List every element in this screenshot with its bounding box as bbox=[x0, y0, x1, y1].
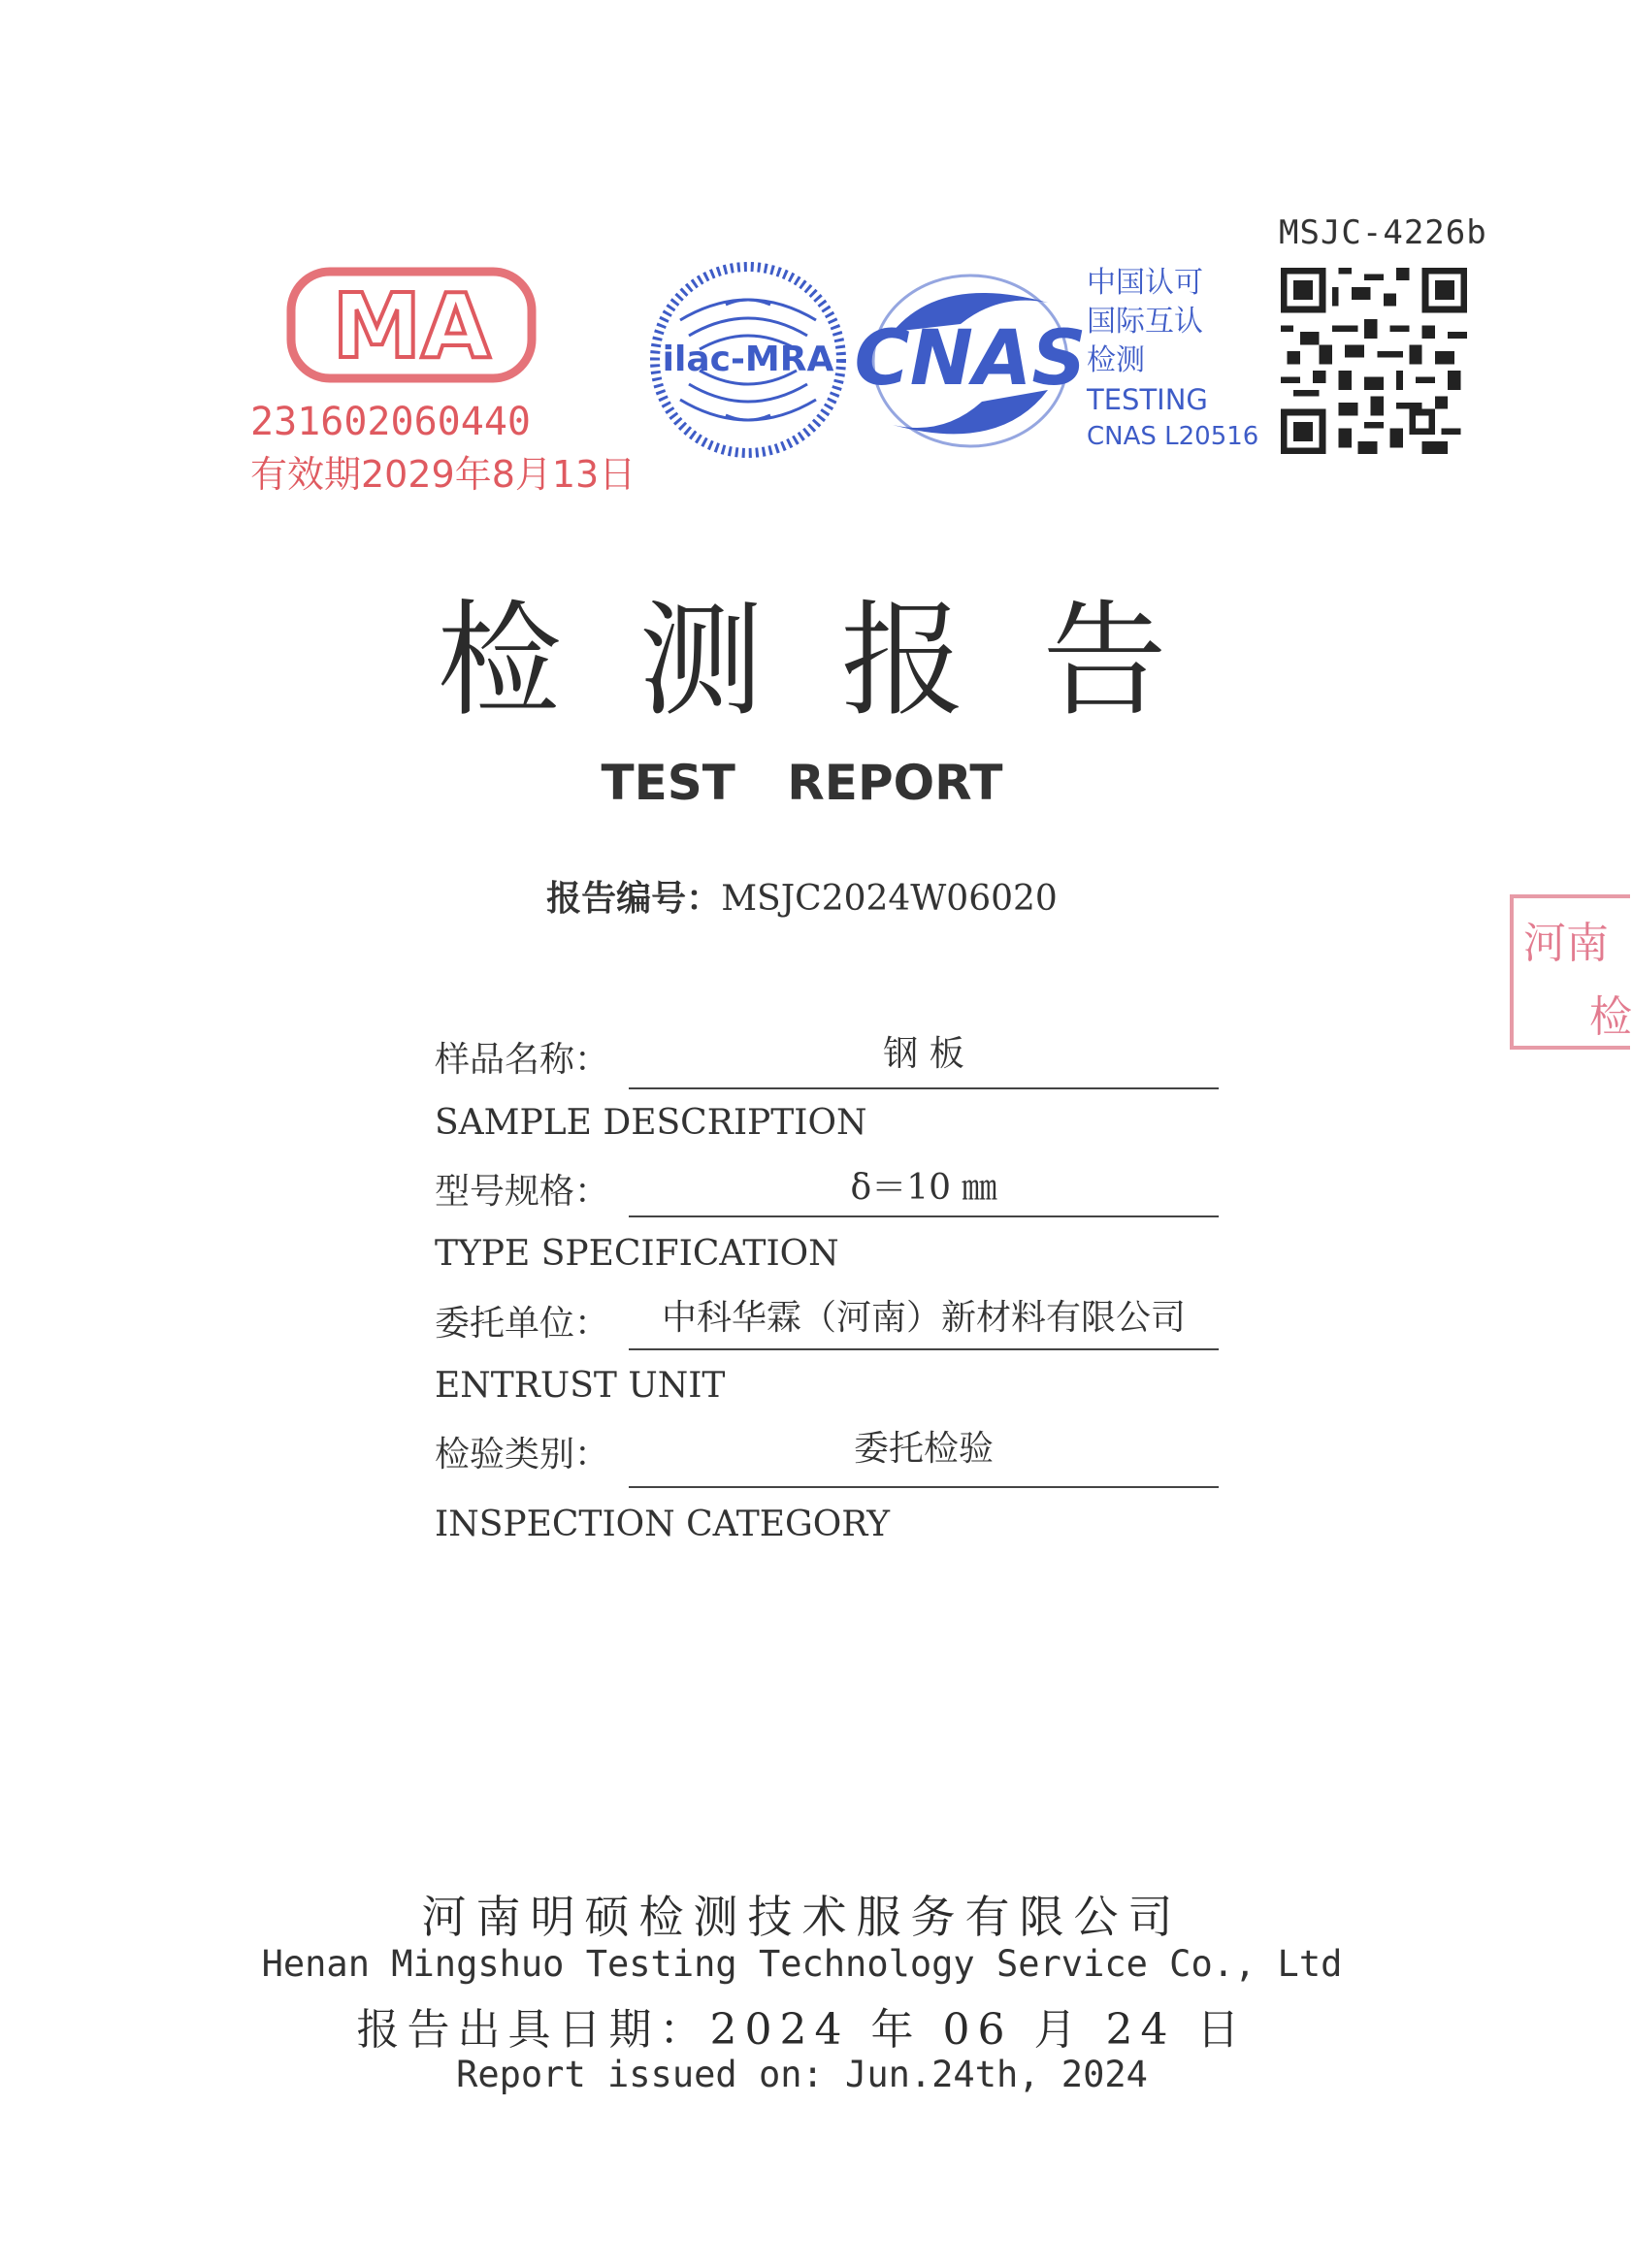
report-number-value: MSJC2024W06020 bbox=[721, 879, 1058, 919]
sample-name-label: 样品名称： bbox=[435, 1040, 610, 1080]
svg-text:MA: MA bbox=[332, 275, 491, 378]
side-seal-text-1: 河南 bbox=[1523, 919, 1609, 968]
sample-name-underline bbox=[629, 1087, 1219, 1089]
report-title-en: TEST REPORT bbox=[601, 755, 1003, 811]
entrust-unit-label-en: ENTRUST UNIT bbox=[435, 1366, 726, 1406]
side-seal-stamp bbox=[1510, 894, 1630, 1050]
cma-validity: 有效期2029年8月13日 bbox=[250, 453, 636, 496]
cnas-accreditation-text bbox=[1087, 264, 1259, 454]
sample-name-label-en: SAMPLE DESCRIPTION bbox=[435, 1103, 867, 1143]
company-name-en: Henan Mingshuo Testing Technology Service Co., Ltd bbox=[261, 1943, 1343, 1985]
report-number-label: 报告编号： bbox=[546, 879, 722, 919]
svg-text:CNAS: CNAS bbox=[854, 315, 1087, 403]
cnas-line-2: 国际互认 bbox=[1087, 305, 1203, 339]
cnas-line-3: 检测 bbox=[1087, 343, 1145, 377]
cma-cert-number: 231602060440 bbox=[250, 400, 531, 444]
cnas-accreditation-number: CNAS L20516 bbox=[1087, 422, 1259, 451]
document-code: MSJC-4226b bbox=[1279, 213, 1487, 252]
cma-logo-icon bbox=[285, 262, 538, 388]
svg-text:ilac-MRA: ilac-MRA bbox=[662, 340, 834, 379]
issue-date-en: Report issued on: Jun.24th, 2024 bbox=[456, 2054, 1148, 2095]
type-spec-value: δ＝10 ㎜ bbox=[850, 1168, 997, 1208]
sample-name-value: 钢 板 bbox=[883, 1034, 964, 1074]
type-spec-label: 型号规格： bbox=[435, 1172, 610, 1212]
ilac-mra-logo-icon bbox=[648, 260, 848, 460]
cma-certification-mark bbox=[250, 262, 636, 504]
cnas-line-1: 中国认可 bbox=[1087, 266, 1203, 300]
side-seal-text-2: 检 bbox=[1589, 992, 1632, 1042]
cnas-logo-icon bbox=[854, 264, 1087, 458]
entrust-unit-label: 委托单位： bbox=[435, 1304, 610, 1344]
entrust-unit-value: 中科华霖（河南）新材料有限公司 bbox=[661, 1298, 1186, 1338]
cnas-line-4: TESTING bbox=[1087, 383, 1208, 416]
entrust-unit-underline bbox=[629, 1348, 1219, 1350]
qr-code-icon bbox=[1281, 268, 1467, 454]
report-title-cn: 检测报告 bbox=[437, 589, 1245, 733]
type-spec-label-en: TYPE SPECIFICATION bbox=[435, 1234, 839, 1274]
report-number bbox=[0, 871, 1604, 921]
inspection-category-label: 检验类别： bbox=[435, 1435, 610, 1474]
inspection-category-value: 委托检验 bbox=[853, 1429, 994, 1469]
inspection-category-label-en: INSPECTION CATEGORY bbox=[435, 1505, 891, 1544]
type-spec-underline bbox=[629, 1215, 1219, 1217]
inspection-category-underline bbox=[629, 1486, 1219, 1488]
issue-date-cn: 报告出具日期：2024 年 06 月 24 日 bbox=[356, 2005, 1248, 2055]
company-name-cn: 河南明硕检测技术服务有限公司 bbox=[421, 1891, 1183, 1943]
